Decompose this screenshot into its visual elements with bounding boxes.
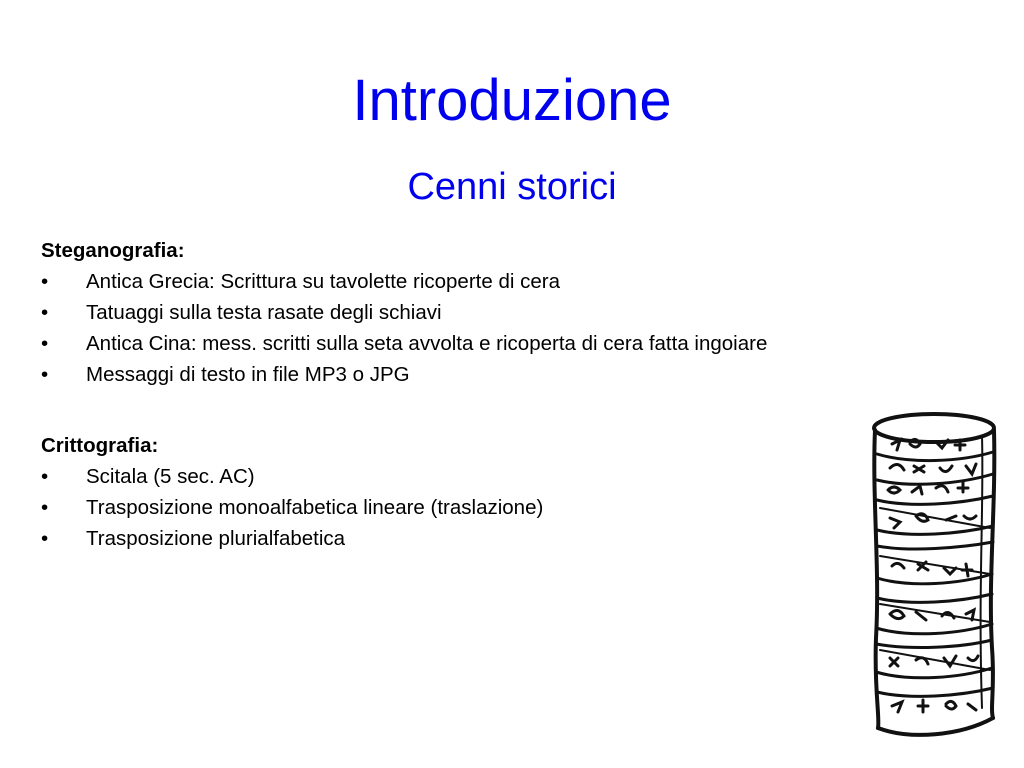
list-item: [41, 359, 961, 390]
bullet-icon: •: [41, 496, 49, 519]
steganografia-section: [41, 235, 961, 390]
bullet-icon: •: [41, 301, 49, 324]
bullet-icon: •: [41, 527, 49, 550]
steganografia-heading: Steganografia:: [41, 239, 185, 262]
scytale-drawing-icon: [850, 388, 1024, 768]
bullet-icon: •: [41, 363, 49, 386]
list-item-text: Messaggi di testo in file MP3 o JPG: [86, 363, 410, 386]
list-item: [41, 492, 961, 523]
slide-title: Introduzione: [352, 68, 672, 133]
bullet-icon: •: [41, 332, 49, 355]
list-item: [41, 328, 961, 359]
list-item-text: Antica Cina: mess. scritti sulla seta avvolta e ricoperta di cera fatta ingoiare: [86, 332, 768, 355]
crittografia-list: [41, 461, 961, 554]
list-item-text: Trasposizione monoalfabetica lineare (traslazione): [86, 496, 544, 519]
list-item: [41, 461, 961, 492]
list-item-text: Antica Grecia: Scrittura su tavolette ricoperte di cera: [86, 270, 560, 293]
bullet-icon: •: [41, 270, 49, 293]
crittografia-heading: Crittografia:: [41, 434, 159, 457]
bullet-icon: •: [41, 465, 49, 488]
crittografia-section: [41, 430, 961, 554]
list-item: [41, 266, 961, 297]
list-item: [41, 297, 961, 328]
steganografia-list: [41, 266, 961, 390]
list-item-text: Scitala (5 sec. AC): [86, 465, 255, 488]
list-item: [41, 523, 961, 554]
list-item-text: Trasposizione plurialfabetica: [86, 527, 346, 550]
slide-subtitle: Cenni storici: [407, 166, 617, 208]
list-item-text: Tatuaggi sulla testa rasate degli schiavi: [86, 301, 442, 324]
